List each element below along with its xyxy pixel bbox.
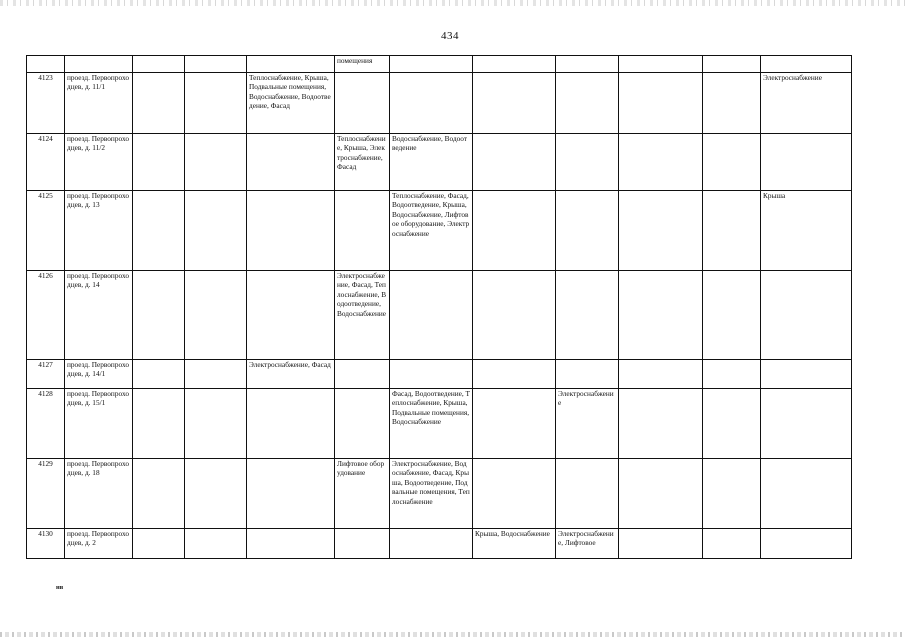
table-cell bbox=[703, 389, 761, 459]
table-cell: Водоснабжение, Водоотведение bbox=[390, 134, 473, 191]
table-cell: Электроснабжение, Фасад bbox=[247, 360, 335, 389]
table-cell bbox=[390, 271, 473, 360]
table-row bbox=[27, 134, 852, 191]
table-cell bbox=[133, 459, 185, 529]
row-number-cell: 4129 bbox=[27, 459, 65, 529]
table-cell bbox=[133, 360, 185, 389]
table-cell bbox=[619, 191, 703, 271]
table-row bbox=[27, 56, 852, 73]
row-number-cell: 4127 bbox=[27, 360, 65, 389]
table-cell bbox=[473, 56, 556, 73]
scan-noise-top bbox=[0, 0, 905, 6]
row-number-cell: 4123 bbox=[27, 73, 65, 134]
table-row bbox=[27, 271, 852, 360]
table-cell bbox=[335, 360, 390, 389]
table-cell bbox=[247, 191, 335, 271]
table-cell bbox=[619, 134, 703, 191]
table-cell bbox=[703, 134, 761, 191]
table-cell bbox=[247, 529, 335, 559]
table-cell: Фасад, Водоотведение, Теплоснабжение, Крыша, Подвальные помещения, Водоснабжение bbox=[390, 389, 473, 459]
table-cell bbox=[761, 529, 852, 559]
table-row bbox=[27, 459, 852, 529]
table-cell bbox=[703, 271, 761, 360]
table-cell bbox=[185, 529, 247, 559]
table-cell bbox=[247, 459, 335, 529]
address-cell: проезд. Первопроходцев, д. 11/2 bbox=[65, 134, 133, 191]
row-number-cell: 4124 bbox=[27, 134, 65, 191]
table-cell bbox=[473, 389, 556, 459]
table-cell bbox=[619, 73, 703, 134]
table-cell bbox=[619, 389, 703, 459]
table-cell bbox=[761, 459, 852, 529]
address-cell: проезд. Первопроходцев, д. 13 bbox=[65, 191, 133, 271]
table-row bbox=[27, 389, 852, 459]
table-cell bbox=[761, 389, 852, 459]
table-row bbox=[27, 73, 852, 134]
table-cell: Лифтовое оборудование bbox=[335, 459, 390, 529]
table-cell bbox=[556, 459, 619, 529]
address-cell: проезд. Первопроходцев, д. 11/1 bbox=[65, 73, 133, 134]
table-cell: Крыша bbox=[761, 191, 852, 271]
table-cell bbox=[703, 360, 761, 389]
table-cell bbox=[335, 73, 390, 134]
table-cell bbox=[133, 73, 185, 134]
table-row bbox=[27, 360, 852, 389]
table-cell bbox=[761, 56, 852, 73]
row-number-cell: 4130 bbox=[27, 529, 65, 559]
table-cell bbox=[247, 389, 335, 459]
table-cell bbox=[390, 73, 473, 134]
table-cell bbox=[761, 271, 852, 360]
address-cell: проезд. Первопроходцев, д. 14/1 bbox=[65, 360, 133, 389]
table-cell bbox=[390, 56, 473, 73]
table-cell bbox=[473, 73, 556, 134]
table-cell bbox=[185, 360, 247, 389]
table-cell bbox=[703, 529, 761, 559]
table-cell bbox=[185, 191, 247, 271]
table-cell bbox=[619, 56, 703, 73]
table-cell bbox=[247, 134, 335, 191]
footer-mark: нв bbox=[56, 584, 64, 591]
table-cell bbox=[619, 459, 703, 529]
row-number-cell: 4128 bbox=[27, 389, 65, 459]
table-cell bbox=[473, 360, 556, 389]
table-cell bbox=[619, 529, 703, 559]
table-cell: Электроснабжение bbox=[556, 389, 619, 459]
table-cell bbox=[556, 271, 619, 360]
repair-schedule-table bbox=[26, 55, 852, 559]
table-row bbox=[27, 529, 852, 559]
table-cell bbox=[247, 56, 335, 73]
table-cell bbox=[185, 389, 247, 459]
table-cell bbox=[556, 56, 619, 73]
table-cell bbox=[335, 529, 390, 559]
table-cell bbox=[556, 191, 619, 271]
table-cell bbox=[761, 134, 852, 191]
table-cell bbox=[473, 134, 556, 191]
table-cell: Теплоснабжение, Крыша, Подвальные помещения, Водоснабжение, Водоотведение, Фасад bbox=[247, 73, 335, 134]
table-cell bbox=[619, 360, 703, 389]
table-cell: Электроснабжение, Лифтовое bbox=[556, 529, 619, 559]
table-cell bbox=[247, 271, 335, 360]
row-number-cell: 4125 bbox=[27, 191, 65, 271]
table-cell bbox=[133, 191, 185, 271]
page-number: 434 bbox=[441, 30, 459, 42]
table-cell bbox=[185, 134, 247, 191]
table-cell: Теплоснабжение, Фасад, Водоотведение, Крыша, Водоснабжение, Лифтовое оборудование, Электроснабжение bbox=[390, 191, 473, 271]
table-row bbox=[27, 191, 852, 271]
table-cell bbox=[556, 360, 619, 389]
table-cell bbox=[335, 191, 390, 271]
table-cell bbox=[390, 529, 473, 559]
table-cell bbox=[473, 191, 556, 271]
table-cell bbox=[133, 529, 185, 559]
table-cell bbox=[390, 360, 473, 389]
address-cell: проезд. Первопроходцев, д. 15/1 bbox=[65, 389, 133, 459]
table-cell bbox=[619, 271, 703, 360]
table-cell bbox=[185, 459, 247, 529]
table-cell bbox=[556, 134, 619, 191]
table-cell bbox=[761, 360, 852, 389]
table-cell bbox=[473, 271, 556, 360]
table-cell bbox=[185, 271, 247, 360]
table-cell bbox=[185, 73, 247, 134]
table-cell: Электроснабжение, Фасад, Теплоснабжение, Водоотведение, Водоснабжение bbox=[335, 271, 390, 360]
table-cell bbox=[133, 56, 185, 73]
table-cell bbox=[133, 389, 185, 459]
table-cell bbox=[133, 134, 185, 191]
table-cell bbox=[473, 459, 556, 529]
table-cell: помещения bbox=[335, 56, 390, 73]
row-number-cell: 4126 bbox=[27, 271, 65, 360]
table-cell bbox=[703, 191, 761, 271]
address-cell: проезд. Первопроходцев, д. 18 bbox=[65, 459, 133, 529]
scan-noise-bottom bbox=[0, 632, 905, 637]
table-cell: Крыша, Водоснабжение bbox=[473, 529, 556, 559]
table-cell bbox=[703, 459, 761, 529]
table-cell bbox=[703, 56, 761, 73]
table-cell bbox=[185, 56, 247, 73]
table-cell: Теплоснабжение, Крыша, Электроснабжение, Фасад bbox=[335, 134, 390, 191]
table-cell: Электроснабжение bbox=[761, 73, 852, 134]
table-cell: Электроснабжение, Водоснабжение, Фасад, Крыша, Водоотведение, Подвальные помещения, Теплоснабжение bbox=[390, 459, 473, 529]
address-cell: проезд. Первопроходцев, д. 2 bbox=[65, 529, 133, 559]
table-cell bbox=[133, 271, 185, 360]
row-number-cell bbox=[27, 56, 65, 73]
address-cell bbox=[65, 56, 133, 73]
table-cell bbox=[335, 389, 390, 459]
address-cell: проезд. Первопроходцев, д. 14 bbox=[65, 271, 133, 360]
table-cell bbox=[703, 73, 761, 134]
table-cell bbox=[556, 73, 619, 134]
